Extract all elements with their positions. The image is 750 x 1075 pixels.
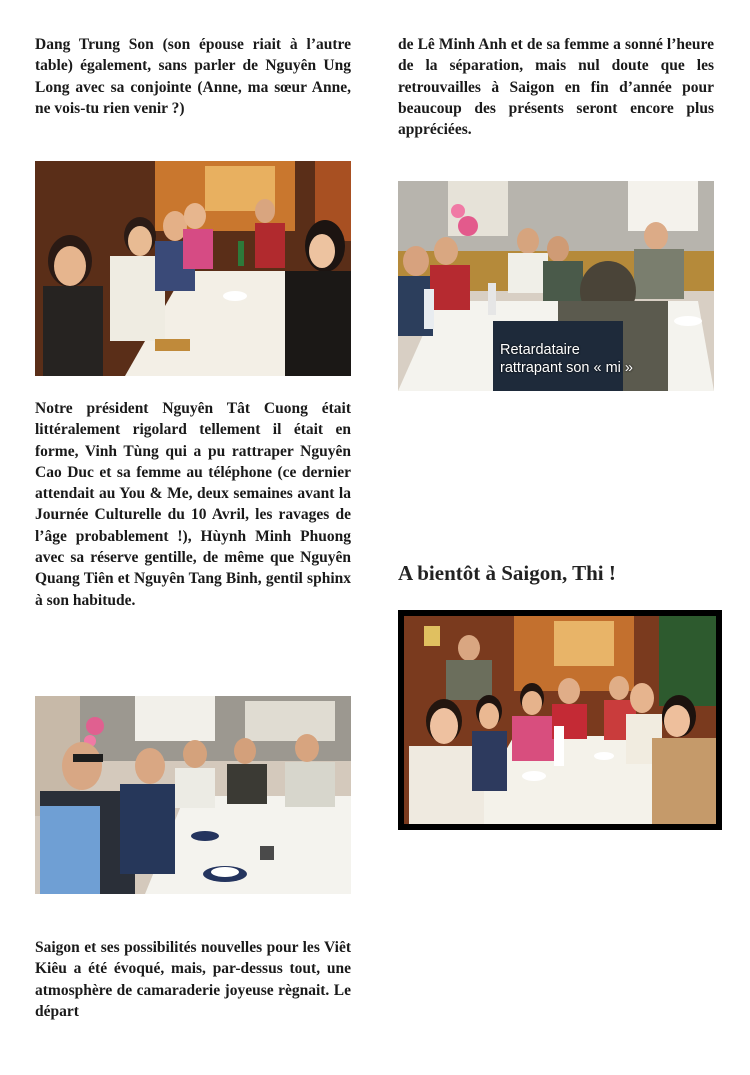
photo-caption	[500, 341, 633, 377]
photo-latecomer	[398, 181, 714, 391]
caption-line-2: rattrapant son « mi »	[500, 360, 633, 376]
paragraph-4: Saigon et ses possibilités nouvelles pour les Viêt Kiêu a été évoqué, mais, par-dessus tout, une atmosphère de camaraderie joyeuse règnait. Le départ	[35, 939, 351, 1020]
closing-heading: A bientôt à Saigon, Thi !	[398, 561, 616, 585]
paragraph-1: Dang Trung Son (son épouse riait à l’autre table) également, sans parler de Nguyên Ung Long avec sa conjointe (Anne, ma sœur Anne, ne vois-tu rien venir ?)	[35, 36, 351, 117]
photo-dinner-men	[35, 696, 351, 894]
paragraph-2: de Lê Minh Anh et de sa femme a sonné l’heure de la séparation, mais nul doute que les retrouvailles à Saigon en fin d’année pour beaucoup des présents seront encore plus appréciées.	[398, 36, 714, 139]
photo-group-portrait	[398, 610, 722, 830]
caption-line-1: Retardataire	[500, 342, 580, 358]
photo-dinner-ladies	[35, 161, 351, 376]
paragraph-3: Notre président Nguyên Tât Cuong était littéralement rigolard tellement il était en forme, Vinh Tùng qui a pu rattraper Nguyên Cao Duc et sa femme au téléphone (ce dernier attendait au You & Me, deux semaines avant la Journée Culturelle du 10 Avril, les ravages de l’âge probablement !), Hùynh Minh Phuong avec sa réserve gentille, de même que Nguyên Quang Tiên et Nguyên Tang Binh, gentil sphinx à son habitude.	[35, 400, 351, 609]
